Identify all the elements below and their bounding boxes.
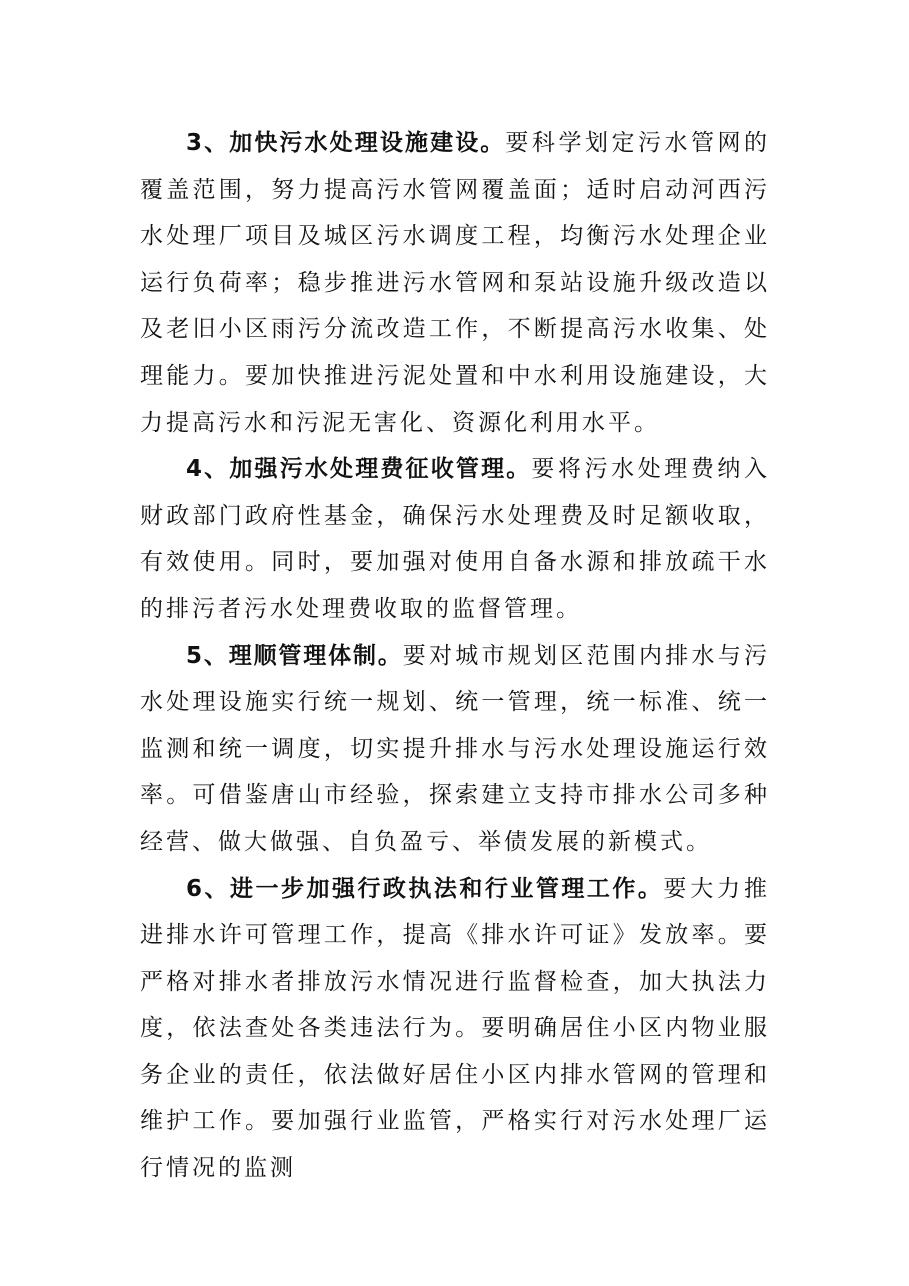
- paragraph-3: [140, 120, 770, 446]
- paragraph-6-body: 要大力推进排水许可管理工作，提高《排水许可证》发放率。要严格对排水者排放污水情况进行监督检查，加大执法力度，依法查处各类违法行为。要明确居住小区内物业服务企业的责任，依法做好居住小区内排水管网的管理和维护工作。要加强行业监管，严格实行对污水处理厂运行情况的监测: [140, 875, 770, 1182]
- paragraph-4-heading: 4、加强污水处理费征收管理。: [186, 456, 532, 483]
- paragraph-5-heading: 5、理顺管理体制。: [186, 642, 403, 669]
- document-page: [140, 120, 770, 1192]
- paragraph-3-heading: 3、加快污水处理设施建设。: [186, 130, 506, 156]
- paragraph-3-body: 要科学划定污水管网的覆盖范围，努力提高污水管网覆盖面；适时启动河西污水处理厂项目及城区污水调度工程，均衡污水处理企业运行负荷率；稳步推进污水管网和泵站设施升级改造以及老旧小区雨污分流改造工作，不断提高污水收集、处理能力。要加快推进污泥处置和中水利用设施建设，大力提高污水和污泥无害化、资源化利用水平。: [140, 130, 770, 436]
- paragraph-6-heading: 6、进一步加强行政执法和行业管理工作。: [186, 875, 664, 902]
- paragraph-6: [140, 866, 770, 1192]
- paragraph-5: [140, 633, 770, 866]
- paragraph-5-body: 要对城市规划区范围内排水与污水处理设施实行统一规划、统一管理，统一标准、统一监测和统一调度，切实提升排水与污水处理设施运行效率。可借鉴唐山市经验，探索建立支持市排水公司多种经营、做大做强、自负盈亏、举债发展的新模式。: [140, 642, 771, 855]
- paragraph-4-body: 要将污水处理费纳入财政部门政府性基金，确保污水处理费及时足额收取，有效使用。同时，要加强对使用自备水源和排放疏干水的排污者污水处理费收取的监督管理。: [140, 456, 771, 622]
- paragraph-4: [140, 446, 770, 632]
